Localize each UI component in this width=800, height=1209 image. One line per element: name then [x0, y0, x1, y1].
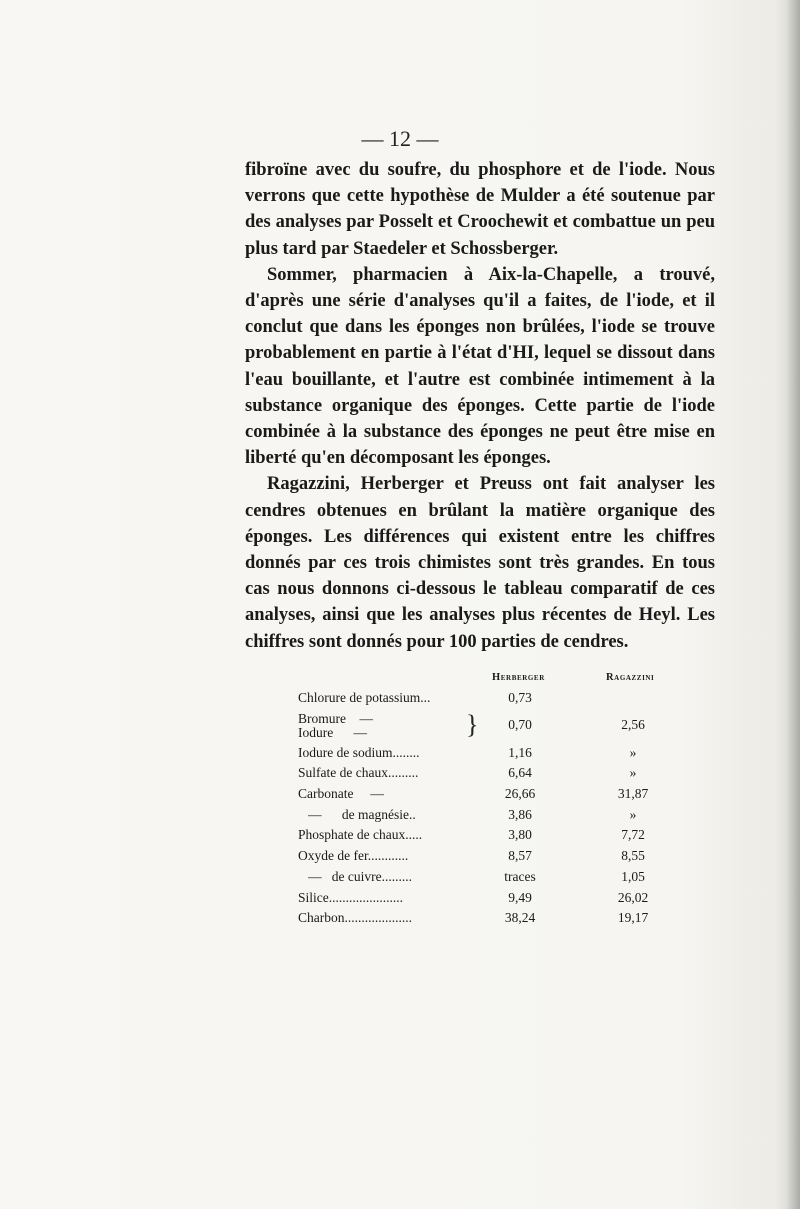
ragazzini-value: 19,17 — [617, 910, 649, 926]
herberger-value: 3,80 — [508, 827, 532, 843]
table-header — [298, 672, 718, 688]
ash-analysis-table — [298, 672, 718, 929]
row-label: Sulfate de chaux......... — [298, 765, 419, 781]
table-row — [298, 846, 718, 867]
table-row — [298, 709, 718, 743]
table-row — [298, 908, 718, 929]
herberger-value: 1,16 — [508, 744, 532, 760]
herberger-value: 6,64 — [508, 765, 532, 781]
herberger-value: 9,49 — [508, 889, 532, 905]
table-row — [298, 688, 718, 709]
row-label-stack — [298, 712, 373, 740]
ragazzini-value: 31,87 — [617, 786, 649, 802]
row-label: Chlorure de potassium... — [298, 690, 431, 705]
row-label: — de cuivre......... — [298, 868, 412, 884]
table-row — [298, 805, 718, 826]
column-header-herberger: Herberger — [492, 672, 545, 683]
row-label: Carbonate — — [298, 786, 384, 802]
row-label: Iodure — — [298, 724, 367, 740]
ragazzini-value: 8,55 — [621, 848, 645, 864]
page-edge-shadow — [786, 0, 800, 1209]
herberger-value: 0,73 — [508, 690, 532, 705]
ragazzini-value: » — [629, 744, 637, 760]
paragraph: fibroïne avec du soufre, du phosphore et de l'iode. Nous verrons que cette hypothèse de Mulder a été soutenue par des analyses par Posselt et Croochewit et combattue un peu plus tard par Staedeler et Schossberger. — [245, 160, 715, 259]
herberger-value: 26,66 — [504, 786, 536, 802]
paragraph: Sommer, pharmacien à Aix-la-Chapelle, a trouvé, d'après une série d'analyses qu'il a faites, de l'iode, et il conclut que dans les éponges non brûlées, l'iode se trouve probablement en partie à l'état d'HI, lequel se dissout dans l'eau bouillante, et l'autre est combinée intimement à la substance organique des éponges. Cette partie de l'iode combinée à la substance des éponges ne peut être mise en liberté qu'en décomposant les éponges. — [245, 264, 715, 469]
brace-icon: } — [466, 709, 479, 739]
herberger-value: 0,70 — [508, 716, 532, 732]
herberger-value: 38,24 — [504, 910, 536, 926]
table-row — [298, 867, 718, 888]
ragazzini-value: 2,56 — [621, 716, 645, 732]
ragazzini-value: 26,02 — [617, 889, 649, 905]
table-row — [298, 763, 718, 784]
row-label: Silice...................... — [298, 889, 403, 905]
column-header-ragazzini: Ragazzini — [606, 672, 655, 683]
page-number: — 12 — — [361, 126, 439, 151]
row-label: Iodure de sodium........ — [298, 744, 420, 760]
row-label: — de magnésie.. — [298, 806, 416, 822]
herberger-value: 8,57 — [508, 848, 532, 864]
herberger-value: 3,86 — [508, 806, 532, 822]
ragazzini-value: » — [629, 806, 637, 822]
table-row — [298, 888, 718, 909]
paragraph: Ragazzini, Herberger et Preuss ont fait analyser les cendres obtenues en brûlant la matière organique des éponges. Les différences qui existent entre les chiffres donnés par ces trois chimistes sont très grandes. En tous cas nous donnons ci-dessous le tableau comparatif de ces analyses, ainsi que les analyses plus récentes de Heyl. Les chiffres sont donnés pour 100 parties de cendres. — [245, 474, 715, 652]
herberger-value: traces — [504, 868, 536, 884]
row-label: Charbon.................... — [298, 910, 412, 926]
body-text — [245, 157, 715, 655]
table-row — [298, 743, 718, 764]
table-row — [298, 825, 718, 846]
ragazzini-value: 7,72 — [621, 827, 645, 843]
row-label: Phosphate de chaux..... — [298, 827, 423, 843]
ragazzini-value: » — [629, 765, 637, 781]
ragazzini-value: 1,05 — [621, 868, 645, 884]
table-row — [298, 784, 718, 805]
row-label: Oxyde de fer............ — [298, 848, 409, 864]
row-label: Bromure — — [298, 710, 373, 726]
